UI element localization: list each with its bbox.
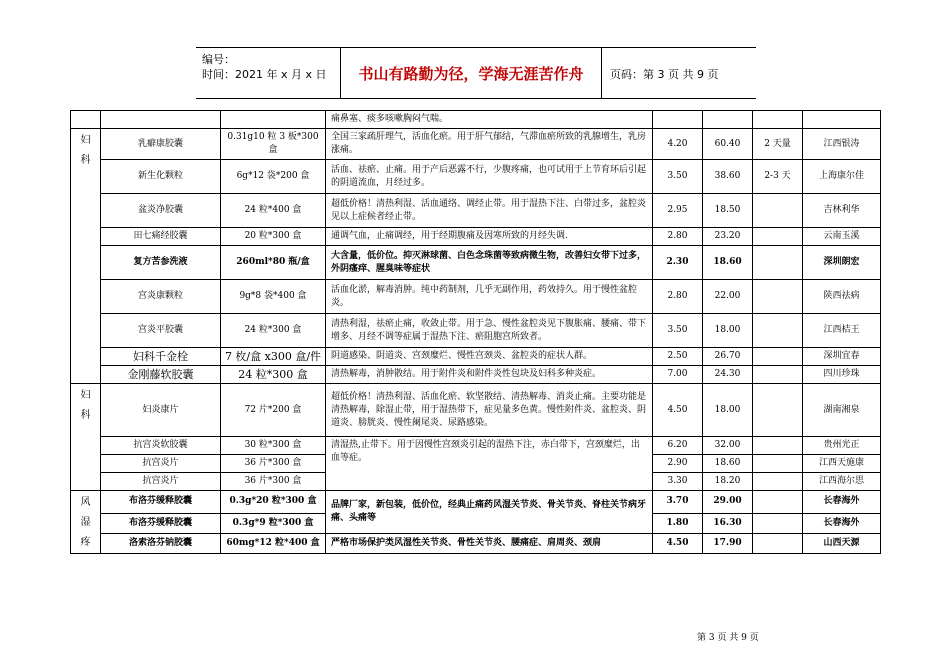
page-header bbox=[196, 47, 756, 99]
drug-name: 洛索洛芬钠胶囊 bbox=[101, 533, 221, 553]
unit-price: 2.50 bbox=[653, 348, 703, 366]
page-footer: 第 3 页 共 9 页 bbox=[697, 633, 759, 643]
drug-name: 宫炎平胶囊 bbox=[101, 314, 221, 348]
drug-name: 乳癖康胶囊 bbox=[101, 129, 221, 160]
document-time-label: 时间：2021 年 x 月 x 日 bbox=[202, 68, 327, 81]
table-row bbox=[71, 348, 881, 366]
drug-description: 清热利湿，祛瘀止痛，收敛止带。用于急、慢性盆腔炎见下腹胀痛、腰痛、带下增多、月经不调等症属于湿热下注、瘀阻胞宫所致者。 bbox=[326, 314, 653, 348]
manufacturer: 山西天源 bbox=[803, 533, 881, 553]
category-label: 妇 科 bbox=[71, 384, 101, 491]
drug-spec: 72 片*200 盒 bbox=[221, 384, 326, 437]
drug-name: 抗宫炎片 bbox=[101, 473, 221, 491]
drug-description: 品牌厂家，新包装，低价位，经典止痛药风湿关节炎、骨关节炎、脊柱关节病牙痛、头痛等 bbox=[326, 491, 653, 534]
drug-spec: 7 枚/盒 x300 盒/件 bbox=[221, 348, 326, 366]
manufacturer: 长春海外 bbox=[803, 513, 881, 533]
retail-price: 18.60 bbox=[703, 455, 753, 473]
retail-price: 18.00 bbox=[703, 314, 753, 348]
unit-price: 3.30 bbox=[653, 473, 703, 491]
table-row bbox=[71, 280, 881, 314]
table-row bbox=[71, 194, 881, 228]
manufacturer: 贵州光正 bbox=[803, 437, 881, 455]
drug-name: 抗宫炎片 bbox=[101, 455, 221, 473]
drug-name: 妇科千金栓 bbox=[101, 348, 221, 366]
manufacturer: 云南玉溪 bbox=[803, 228, 881, 246]
drug-name: 布洛芬缓释胶囊 bbox=[101, 491, 221, 514]
drug-name: 妇炎康片 bbox=[101, 384, 221, 437]
unit-price: 3.50 bbox=[653, 160, 703, 194]
drug-spec: 0.31g10 粒 3 板*300 盒 bbox=[221, 129, 326, 160]
unit-price: 7.00 bbox=[653, 366, 703, 384]
drug-spec: 36 片*300 盒 bbox=[221, 455, 326, 473]
manufacturer: 上海康尔佳 bbox=[803, 160, 881, 194]
unit-price: 2.80 bbox=[653, 228, 703, 246]
retail-price: 17.90 bbox=[703, 533, 753, 553]
drug-name: 田七痛经胶囊 bbox=[101, 228, 221, 246]
drug-spec: 36 片*300 盒 bbox=[221, 473, 326, 491]
drug-name: 盆炎净胶囊 bbox=[101, 194, 221, 228]
header-page-number: 页码：第 3 页 共 9 页 bbox=[610, 68, 719, 81]
header-divider bbox=[601, 48, 602, 98]
retail-price: 24.30 bbox=[703, 366, 753, 384]
unit-price: 2.90 bbox=[653, 455, 703, 473]
drug-spec: 0.3g*20 粒*300 盒 bbox=[221, 491, 326, 514]
retail-price: 18.60 bbox=[703, 246, 753, 280]
course-duration bbox=[753, 228, 803, 246]
drug-name: 复方苦参洗液 bbox=[101, 246, 221, 280]
manufacturer: 长春海外 bbox=[803, 491, 881, 514]
table-row bbox=[71, 437, 881, 455]
category-label: 风 湿 疼 bbox=[71, 491, 101, 554]
table-row bbox=[71, 129, 881, 160]
retail-price: 29.00 bbox=[703, 491, 753, 514]
unit-price: 1.80 bbox=[653, 513, 703, 533]
unit-price: 3.70 bbox=[653, 491, 703, 514]
table-row bbox=[71, 246, 881, 280]
drug-spec: 24 粒*400 盒 bbox=[221, 194, 326, 228]
description-cell: 痛鼻塞、痰多咳嗽胸闷气喘。 bbox=[326, 111, 653, 129]
header-motto: 书山有路勤为径，学海无涯苦作舟 bbox=[358, 65, 584, 83]
drug-spec: 60mg*12 粒*400 盒 bbox=[221, 533, 326, 553]
drug-spec: 24 粒*300 盒 bbox=[221, 314, 326, 348]
table-row bbox=[71, 228, 881, 246]
drug-spec: 9g*8 袋*400 盒 bbox=[221, 280, 326, 314]
course-duration bbox=[753, 473, 803, 491]
course-duration: 2-3 天 bbox=[753, 160, 803, 194]
course-duration bbox=[753, 280, 803, 314]
drug-spec: 24 粒*300 盒 bbox=[221, 366, 326, 384]
unit-price: 6.20 bbox=[653, 437, 703, 455]
retail-price: 26.70 bbox=[703, 348, 753, 366]
drug-name: 金刚藤软胶囊 bbox=[101, 366, 221, 384]
category-label: 妇 科 bbox=[71, 129, 101, 384]
course-duration bbox=[753, 513, 803, 533]
table-row bbox=[71, 491, 881, 514]
manufacturer: 陕西祛病 bbox=[803, 280, 881, 314]
course-duration bbox=[753, 533, 803, 553]
table-row bbox=[71, 533, 881, 553]
header-meta bbox=[202, 52, 327, 82]
drug-spec: 0.3g*9 粒*300 盒 bbox=[221, 513, 326, 533]
retail-price: 18.50 bbox=[703, 194, 753, 228]
drug-description: 活血化淤，解毒消肿。纯中药制剂，几乎无副作用，药效持久。用于慢性盆腔炎。 bbox=[326, 280, 653, 314]
manufacturer: 深圳朗宏 bbox=[803, 246, 881, 280]
drug-description: 严格市场保护类风湿性关节炎、骨性关节炎、腰痛症、肩周炎、颈肩 bbox=[326, 533, 653, 553]
retail-price: 22.00 bbox=[703, 280, 753, 314]
drug-description: 活血、祛瘀、止痛。用于产后恶露不行，少腹疼痛，也可试用于上节育环后引起的阴道流血，月经过多。 bbox=[326, 160, 653, 194]
table-row bbox=[71, 384, 881, 437]
unit-price: 4.20 bbox=[653, 129, 703, 160]
course-duration bbox=[753, 437, 803, 455]
unit-price: 2.95 bbox=[653, 194, 703, 228]
table-row bbox=[71, 160, 881, 194]
drug-description: 大含量，低价位。抑灭淋球菌、白色念珠菌等致病微生物，改善妇女带下过多，外阴瘙痒、腥臭味等症状 bbox=[326, 246, 653, 280]
course-duration bbox=[753, 194, 803, 228]
drug-description: 超低价格！清热利湿、活血通络、调经止带。用于湿热下注、白带过多，盆腔炎见以上症候者经止带。 bbox=[326, 194, 653, 228]
retail-price: 23.20 bbox=[703, 228, 753, 246]
course-duration bbox=[753, 384, 803, 437]
table-row bbox=[71, 314, 881, 348]
retail-price: 16.30 bbox=[703, 513, 753, 533]
drug-spec: 260ml*80 瓶/盒 bbox=[221, 246, 326, 280]
manufacturer: 四川珍珠 bbox=[803, 366, 881, 384]
table-row bbox=[71, 111, 881, 129]
drug-description: 阴道感染、阴道炎、宫颈糜烂、慢性宫颈炎、盆腔炎的症状人群。 bbox=[326, 348, 653, 366]
drug-description: 清热解毒，消肿散结。用于附件炎和附件炎性包块及妇科多种炎症。 bbox=[326, 366, 653, 384]
manufacturer: 吉林利华 bbox=[803, 194, 881, 228]
header-divider bbox=[340, 48, 341, 98]
manufacturer: 江西天施康 bbox=[803, 455, 881, 473]
unit-price: 4.50 bbox=[653, 533, 703, 553]
table-row bbox=[71, 366, 881, 384]
unit-price: 2.30 bbox=[653, 246, 703, 280]
drug-name: 宫炎康颗粒 bbox=[101, 280, 221, 314]
course-duration bbox=[753, 314, 803, 348]
drug-description: 全国三家疏肝理气，活血化瘀。用于肝气郁结，气滞血瘀所致的乳腺增生，乳房涨痛。 bbox=[326, 129, 653, 160]
drug-price-table bbox=[70, 110, 881, 554]
document-number-label: 编号： bbox=[202, 53, 235, 66]
course-duration bbox=[753, 455, 803, 473]
unit-price: 2.80 bbox=[653, 280, 703, 314]
course-duration: 2 天量 bbox=[753, 129, 803, 160]
drug-name: 新生化颗粒 bbox=[101, 160, 221, 194]
manufacturer: 江西桔王 bbox=[803, 314, 881, 348]
drug-spec: 30 粒*300 盒 bbox=[221, 437, 326, 455]
retail-price: 18.00 bbox=[703, 384, 753, 437]
drug-description: 超低价格！清热利湿、活血化瘀、软坚散结、清热解毒、消炎止痛。主要功能是清热解毒，除湿止带，用于湿热带下，症见量多色黄。慢性附件炎、盆腔炎、阴道炎、膀胱炎、慢性阑尾炎、尿路感染。 bbox=[326, 384, 653, 437]
manufacturer: 深圳宜春 bbox=[803, 348, 881, 366]
retail-price: 38.60 bbox=[703, 160, 753, 194]
retail-price: 32.00 bbox=[703, 437, 753, 455]
unit-price: 4.50 bbox=[653, 384, 703, 437]
drug-name: 抗宫炎软胶囊 bbox=[101, 437, 221, 455]
course-duration bbox=[753, 246, 803, 280]
drug-spec: 20 粒*300 盒 bbox=[221, 228, 326, 246]
retail-price: 18.20 bbox=[703, 473, 753, 491]
course-duration bbox=[753, 348, 803, 366]
drug-spec: 6g*12 袋*200 盒 bbox=[221, 160, 326, 194]
drug-description: 清湿热,止带下。用于因慢性宫颈炎引起的湿热下注，赤白带下，宫颈糜烂，出血等症。 bbox=[326, 437, 653, 491]
drug-name: 布洛芬缓释胶囊 bbox=[101, 513, 221, 533]
drug-description: 通调气血，止痛调经，用于经期腹痛及因寒所致的月经失调. bbox=[326, 228, 653, 246]
manufacturer: 湖南湘泉 bbox=[803, 384, 881, 437]
unit-price: 3.50 bbox=[653, 314, 703, 348]
course-duration bbox=[753, 366, 803, 384]
manufacturer: 江西海尔思 bbox=[803, 473, 881, 491]
course-duration bbox=[753, 491, 803, 514]
retail-price: 60.40 bbox=[703, 129, 753, 160]
manufacturer: 江西银涛 bbox=[803, 129, 881, 160]
